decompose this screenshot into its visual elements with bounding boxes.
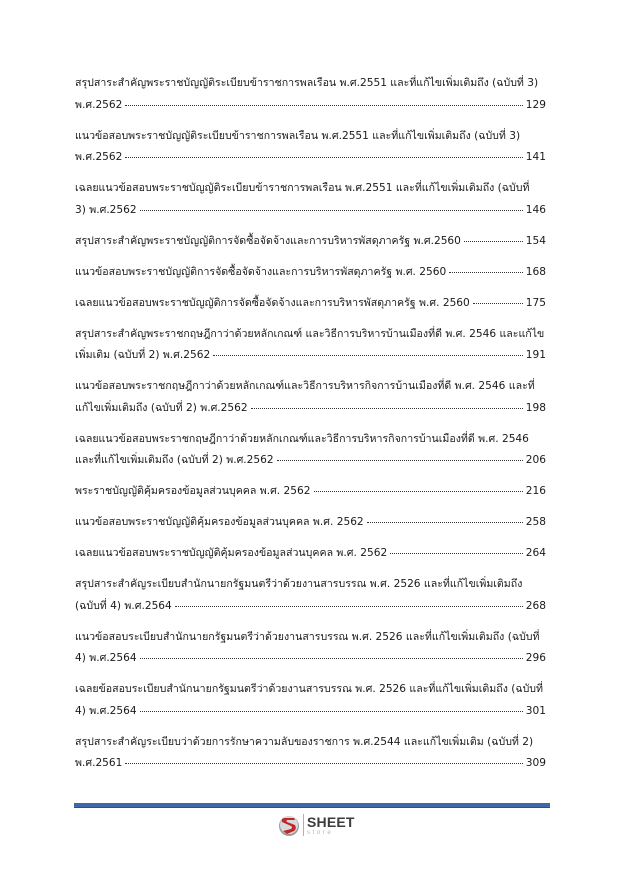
toc-page-number: 129: [525, 98, 546, 111]
toc-page-number: 191: [525, 349, 546, 361]
toc-entry[interactable]: [75, 543, 546, 565]
toc-entry[interactable]: [75, 178, 546, 221]
toc-entry-title-line: แนวข้อสอบพระราชบัญญัติระเบียบข้าราชการพลเรือน พ.ศ.2551 และที่แก้ไขเพิ่มเติมถึง (ฉบับที่ 3): [75, 129, 521, 142]
dot-leader: [140, 646, 523, 659]
toc-entry-title-end: 3) พ.ศ.2562: [75, 203, 137, 216]
toc-entry-title-line: สรุปสาระสำคัญระเบียบสำนักนายกรัฐมนตรีว่าด้วยงานสารบรรณ พ.ศ. 2526 และที่แก้ไขเพิ่มเติมถึง: [75, 578, 523, 590]
toc-entry-title-end: แก้ไขเพิ่มเติมถึง (ฉบับที่ 2) พ.ศ.2562: [75, 401, 248, 414]
toc-page-number: 154: [525, 234, 546, 247]
dot-leader: [390, 541, 523, 554]
toc-page-number: 206: [525, 454, 546, 466]
toc-page-number: 296: [525, 652, 546, 664]
toc-entry[interactable]: [75, 627, 546, 670]
toc-entry[interactable]: [75, 262, 546, 284]
toc-entry[interactable]: [75, 574, 546, 617]
toc-page-number: 168: [525, 265, 546, 278]
toc-page-number: 175: [525, 296, 546, 309]
toc-entry[interactable]: [75, 679, 546, 722]
toc-entry-title-end: และที่แก้ไขเพิ่มเติมถึง (ฉบับที่ 2) พ.ศ.2562: [75, 454, 274, 466]
toc-entry-title-line: สรุปสาระสำคัญระเบียบว่าด้วยการรักษาความลับของราชการ พ.ศ.2544 และแก้ไขเพิ่มเติม (ฉบับที่ 2): [75, 735, 534, 748]
toc-entry-title-end: พ.ศ.2561: [75, 757, 123, 769]
toc-page-number: 198: [525, 401, 546, 414]
toc-entry-title-end: พระราชบัญญัติคุ้มครองข้อมูลส่วนบุคคล พ.ศ. 2562: [75, 485, 311, 497]
dot-leader: [125, 751, 522, 764]
toc-entry-title-end: 4) พ.ศ.2564: [75, 652, 137, 664]
toc-page-number: 309: [525, 757, 546, 769]
toc-entry-title-end: เฉลยแนวข้อสอบพระราชบัญญัติการจัดซื้อจัดจ้างและการบริหารพัสดุภาครัฐ พ.ศ. 2560: [75, 296, 470, 309]
toc-entry-title-end: (ฉบับที่ 4) พ.ศ.2564: [75, 599, 172, 612]
toc-entry-title-end: แนวข้อสอบพระราชบัญญัติการจัดซื้อจัดจ้างและการบริหารพัสดุภาครัฐ พ.ศ. 2560: [75, 265, 447, 278]
dot-leader: [314, 479, 523, 492]
toc-entry-title-end: พ.ศ.2562: [75, 151, 123, 163]
dot-leader: [175, 594, 523, 607]
toc-entry[interactable]: [75, 293, 546, 315]
toc-entry-title-line: สรุปสาระสำคัญพระราชกฤษฎีกาว่าด้วยหลักเกณฑ์ และวิธีการบริหารบ้านเมืองที่ดี พ.ศ. 2546 และแก้ไข: [75, 327, 545, 340]
toc-entry[interactable]: [75, 376, 546, 419]
toc-page-number: 146: [525, 203, 546, 216]
toc-page-number: 264: [525, 547, 546, 559]
toc-entry[interactable]: [75, 429, 546, 472]
toc-page-number: 301: [525, 704, 546, 717]
logo-separator: [303, 814, 304, 836]
dot-leader: [125, 93, 522, 106]
toc-entry-title-end: สรุปสาระสำคัญพระราชบัญญัติการจัดซื้อจัดจ้างและการบริหารพัสดุภาครัฐ พ.ศ.2560: [75, 234, 461, 247]
toc-entry-title-line: เฉลยแนวข้อสอบพระราชกฤษฎีกาว่าด้วยหลักเกณฑ์และวิธีการบริหารกิจการบ้านเมืองที่ดี พ.ศ. 2546: [75, 432, 529, 445]
toc-entry[interactable]: [75, 231, 546, 253]
toc-page-number: 216: [525, 485, 546, 497]
toc-entry-title-end: เพิ่มเติม (ฉบับที่ 2) พ.ศ.2562: [75, 349, 211, 361]
toc-entry-title-end: แนวข้อสอบพระราชบัญญัติคุ้มครองข้อมูลส่วนบุคคล พ.ศ. 2562: [75, 516, 364, 528]
toc-page-number: 141: [525, 151, 546, 163]
logo-wordmark: SHEET: [307, 813, 355, 830]
toc-page-number: 258: [525, 516, 546, 528]
dot-leader: [277, 448, 523, 461]
sheet-store-logo: [278, 812, 355, 838]
dot-leader: [473, 291, 523, 304]
toc-entry[interactable]: [75, 732, 546, 775]
dot-leader: [213, 343, 523, 356]
toc-entry-title-end: พ.ศ.2562: [75, 98, 123, 111]
dot-leader: [140, 198, 523, 211]
dot-leader: [140, 699, 523, 712]
toc-page-number: 268: [525, 599, 546, 612]
logo-subtitle: store: [307, 829, 334, 836]
toc-entry-title-line: แนวข้อสอบระเบียบสำนักนายกรัฐมนตรีว่าด้วยงานสารบรรณ พ.ศ. 2526 และที่แก้ไขเพิ่มเติมถึง (ฉบับที่: [75, 630, 540, 643]
sheet-store-s-icon: [278, 813, 300, 837]
dot-leader: [464, 229, 523, 242]
dot-leader: [251, 396, 523, 409]
toc-entry[interactable]: [75, 73, 546, 116]
toc-entry-title-end: 4) พ.ศ.2564: [75, 704, 137, 717]
dot-leader: [449, 260, 523, 273]
dot-leader: [125, 145, 522, 158]
toc-entry-title-end: เฉลยแนวข้อสอบพระราชบัญญัติคุ้มครองข้อมูลส่วนบุคคล พ.ศ. 2562: [75, 547, 388, 559]
toc-entry-title-line: เฉลยแนวข้อสอบพระราชบัญญัติระเบียบข้าราชการพลเรือน พ.ศ.2551 และที่แก้ไขเพิ่มเติมถึง (ฉบับที่: [75, 182, 530, 194]
toc-entry-title-line: สรุปสาระสำคัญพระราชบัญญัติระเบียบข้าราชการพลเรือน พ.ศ.2551 และที่แก้ไขเพิ่มเติมถึง (ฉบับที่ 3): [75, 77, 539, 89]
toc-entry[interactable]: [75, 481, 546, 503]
toc-entry-title-line: แนวข้อสอบพระราชกฤษฎีกาว่าด้วยหลักเกณฑ์และวิธีการบริหารกิจการบ้านเมืองที่ดี พ.ศ. 2546 และที่: [75, 380, 535, 392]
toc-entry[interactable]: [75, 324, 546, 367]
toc-entry[interactable]: [75, 512, 546, 534]
toc-entry[interactable]: [75, 126, 546, 169]
toc-entry-title-line: เฉลยข้อสอบระเบียบสำนักนายกรัฐมนตรีว่าด้วยงานสารบรรณ พ.ศ. 2526 และที่แก้ไขเพิ่มเติมถึง (ฉบับที่: [75, 683, 544, 695]
dot-leader: [367, 510, 523, 523]
footer-divider: [74, 803, 550, 808]
table-of-contents: [75, 73, 546, 784]
